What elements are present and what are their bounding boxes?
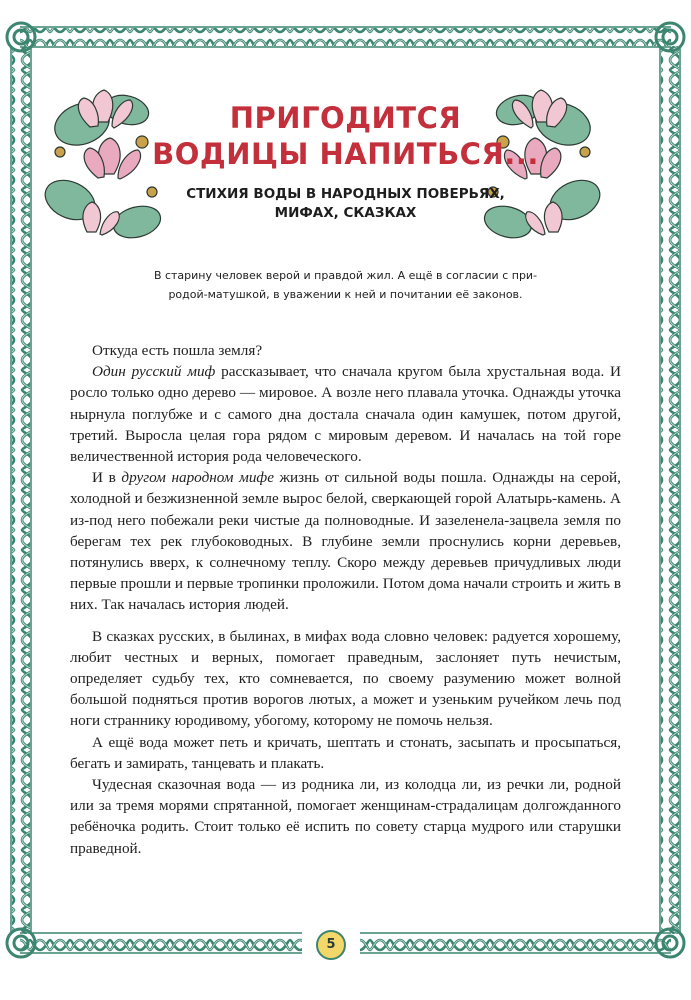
- article-body: [70, 340, 621, 859]
- intro-line-1: В старину человек верой и правдой жил. А ещё в согласии с при-: [153, 269, 538, 282]
- page-title-line-1: ПРИГОДИТСЯ: [229, 101, 462, 135]
- paragraph-2-text: рассказывает, что сначала кругом была хрустальная вода. И росло только одно дерево — мировое. А возле него плавала уточка. Однажды уточка нырнула поглубже и с самого дна достала сначала один камушек, потом другой, третий. Выросла целая гора рядом с мировым деревом. И началась на той горе величественной история рода человеческого.: [70, 363, 621, 466]
- subtitle-line-2: МИФАХ, СКАЗКАХ: [274, 205, 417, 221]
- italic-phrase: Один русский миф: [92, 363, 216, 381]
- paragraph-6: Чудесная сказочная вода — из родника ли, из колодца ли, из речки ли, родной или за тремя морями спрятанной, помогает женщинам-страдалицам долгожданного ребёночка родить. Стоит только её испить по совету старца мудрого или старушки праведной.: [70, 776, 621, 857]
- page-number: 5: [316, 930, 346, 960]
- paragraph-5: А ещё вода может петь и кричать, шептать и стонать, засыпать и просыпаться, бегать и замирать, танцевать и плакать.: [70, 733, 621, 772]
- paragraph-4: В сказках русских, в былинах, в мифах вода словно человек: радуется хорошему, любит честных и верных, помогает праведным, заслоняет путь нечистым, определяет судьбу тех, кто сомневается, по своему разумению может волной большой подняться против ворогов лютых, а может и узеньким ручейком лечь под ноги страннику юродивому, убогому, которому не помочь нельзя.: [70, 627, 621, 730]
- subtitle-line-1: СТИХИЯ ВОДЫ В НАРОДНЫХ ПОВЕРЬЯХ,: [186, 186, 505, 202]
- paragraph-2: [70, 361, 621, 467]
- paragraph-3: [70, 467, 621, 615]
- paragraph-1: Откуда есть пошла земля?: [92, 342, 263, 359]
- intro-line-2: родой-матушкой, в уважении к ней и почитании её законов.: [168, 288, 523, 301]
- page-title-line-2: ВОДИЦЫ НАПИТЬСЯ...: [152, 137, 539, 171]
- paragraph-3-text: жизнь от сильной воды пошла. Однажды на серой, холодной и безжизненной земле вырос белой, сверкающей горой Алатырь-камень. А из-под него побежали реки чистые да полноводные. И зазеленела-зацвела земля по берегам тех рек глубоководных. В глубине земли проснулись корни деревьев, потянулись вверх, к солнечному теплу. Скоро между деревьев причудливых люди первые прошли и первые тропинки проложили. Потом дома начали строить и жить в них. Так началась история людей.: [70, 469, 621, 614]
- italic-phrase: другом народном мифе: [121, 469, 274, 487]
- paragraph-3-start: И в: [92, 469, 122, 487]
